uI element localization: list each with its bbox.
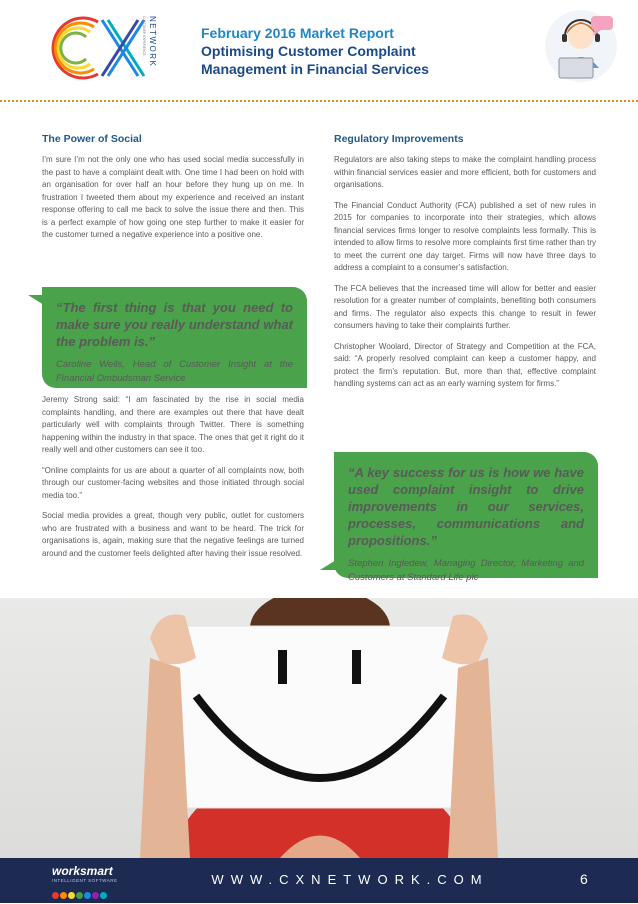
paragraph: “Online complaints for us are about a quarter of all complaints now, both through our customer-facing websites and those initiated through social media too.”: [42, 465, 304, 500]
page-number: 6: [580, 871, 588, 887]
header-divider: [0, 100, 638, 102]
paragraph: I’m sure I’m not the only one who has used social media successfully in the past to have a complaint dealt with. One time I had been on hold with an organisation for over half an hour before they hung up on me. In frustration I tweeted them about my experience and received an instant response offering to call me back to solve the issue there and then. This is a perfect example of how going one step further to make it easier for the customer turned a negative experience into a positive one.: [42, 155, 304, 239]
website-url: WWW.CXNETWORK.COM: [211, 872, 489, 887]
logo-tagline: [140, 12, 160, 82]
section-heading-power-of-social: The Power of Social: [42, 133, 142, 145]
left-column: [42, 133, 304, 250]
dot: [76, 892, 83, 899]
page-footer: [0, 858, 638, 903]
quote-text: “A key success for us is how we have used complaint insight to drive improvements in our services, processes, communications and propositions.”: [348, 465, 584, 548]
quote-tail: [28, 295, 44, 305]
worksmart-logo: [48, 864, 128, 898]
right-column: [334, 133, 596, 399]
smiley-sign-photo: [0, 598, 638, 858]
report-title-line2: Management in Financial Services: [201, 61, 429, 77]
paragraph: Jeremy Strong said: “I am fascinated by the rise in social media complaints handling, and there are examples out there that have dealt particularly well with complaints through Twitter. There is something happening within the industry in that space. The ones that get it right do it really well and other customers can see it too.: [42, 395, 304, 454]
quote-attribution: Stephen Ingledew, Managing Director, Marketing and Customers at Standard Life plc: [348, 558, 584, 583]
worksmart-tagline: INTELLIGENT SOFTWARE: [52, 878, 118, 883]
quote-attribution: Caroline Wells, Head of Customer Insight at the Financial Ombudsman Service: [56, 359, 293, 384]
dot: [68, 892, 75, 899]
worksmart-brand: worksmart: [52, 864, 113, 878]
logo-small-text: CUSTOMER EXPERIENCE: [142, 16, 146, 56]
worksmart-dots: [52, 886, 108, 904]
paragraph: The Financial Conduct Authority (FCA) published a set of new rules in 2015 for companies to incorporate into their strategies, which allows financial services firms longer to resolve complaints less formally. This is intended to allow firms to resolve more complaints first time rather than try to meet the current one day target. Firms will now have three days to address a complaint to a consumer’s satisfaction.: [334, 200, 596, 272]
paragraph: Regulators are also taking steps to make the complaint handling process within financial services easier and more efficient, both for customers and organisations.: [334, 155, 596, 189]
paragraph: Christopher Woolard, Director of Strategy and Competition at the FCA, said: “A properly resolved complaint can keep a customer happy, and protect the firm’s reputation. But, more than that, effective complaint handling systems can act as an early warning system for firms.”: [334, 341, 596, 388]
dot: [100, 892, 107, 899]
report-month: February 2016 Market Report: [201, 25, 394, 41]
dot: [52, 892, 59, 899]
pull-quote-right: [334, 452, 598, 583]
section-heading-regulatory: Regulatory Improvements: [334, 133, 464, 145]
dot: [92, 892, 99, 899]
quote-text: “The first thing is that you need to make sure you really understand what the problem is.”: [56, 300, 293, 349]
customer-service-agent-icon: [541, 6, 621, 86]
dot: [84, 892, 91, 899]
paragraph: The FCA believes that the increased time will allow for better and easier resolution for a greater number of complaints, benefiting both consumers and firms. The regulator also expects this change to result in fewer consumers having to take their complaints further.: [334, 283, 596, 330]
report-header: [201, 24, 491, 78]
left-column-lower: [42, 394, 304, 568]
report-title-line1: Optimising Customer Complaint: [201, 43, 416, 59]
dot: [60, 892, 67, 899]
quote-tail: [320, 560, 336, 570]
pull-quote-left: [42, 287, 307, 388]
logo-network-text: NETWORK: [148, 16, 157, 68]
paragraph: Social media provides a great, though very public, outlet for customers who are frustrated with a business and want to be heard. The trick for organisations is, again, making sure that the negative feelings are turned around and the customer feels delighted after having their issue resolved.: [42, 511, 304, 558]
